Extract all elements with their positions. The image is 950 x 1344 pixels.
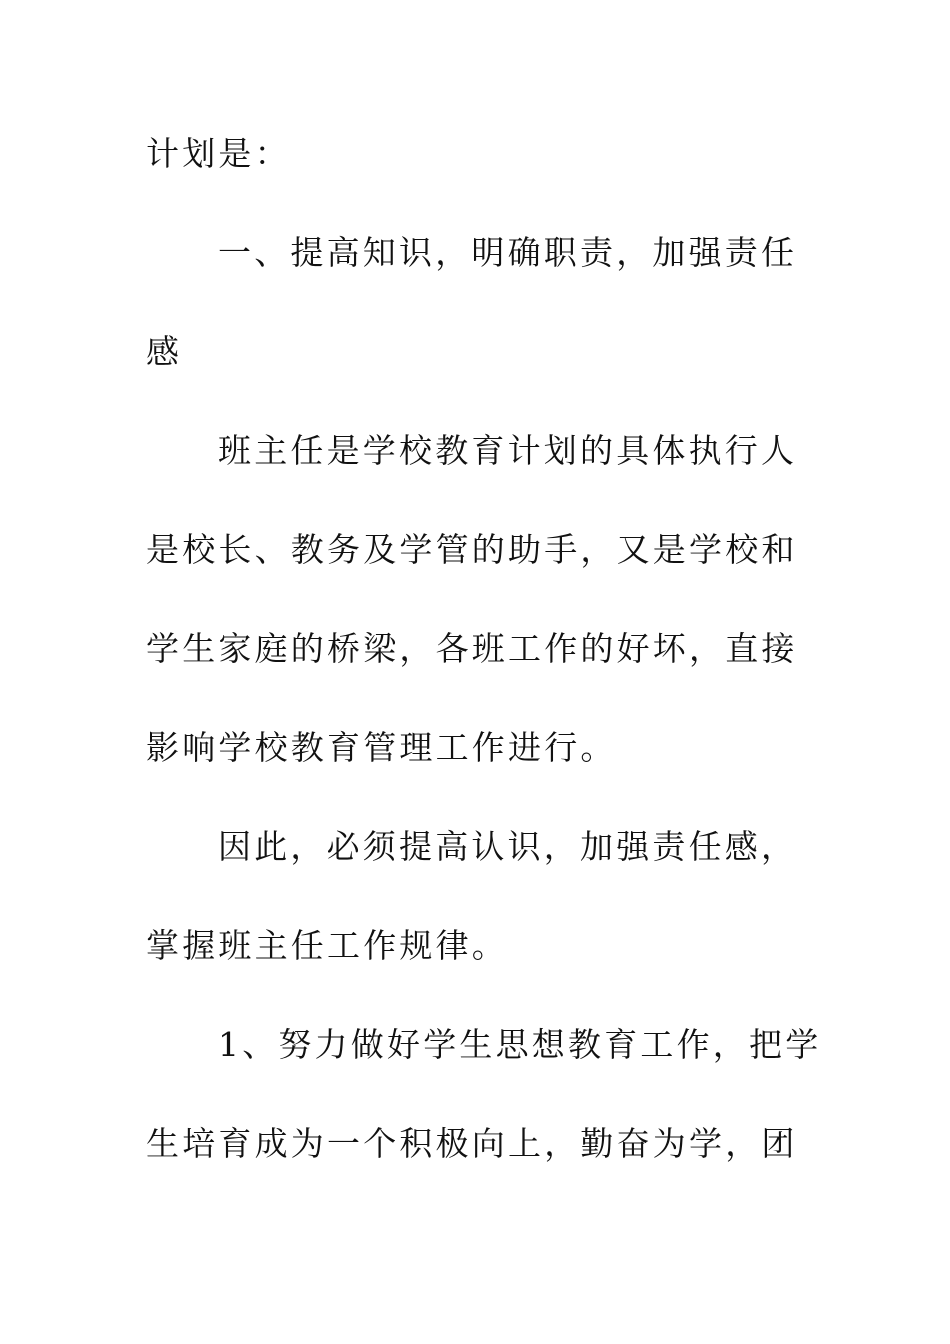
list-item-line: 1、努力做好学生思想教育工作，把学 <box>218 1025 822 1064</box>
section-heading: 一、提高知识，明确职责，加强责任 <box>218 233 798 272</box>
paragraph-line: 因此，必须提高认识，加强责任感， <box>218 827 798 866</box>
paragraph-line: 学生家庭的桥梁，各班工作的好坏，直接 <box>146 629 798 668</box>
paragraph-line: 班主任是学校教育计划的具体执行人 <box>218 431 798 470</box>
text-line: 计划是： <box>146 134 291 173</box>
section-heading-continuation: 感 <box>146 332 183 371</box>
paragraph-line: 影响学校教育管理工作进行。 <box>146 728 617 767</box>
list-item-line: 生培育成为一个积极向上，勤奋为学，团 <box>146 1124 798 1163</box>
paragraph-line: 是校长、教务及学管的助手，又是学校和 <box>146 530 798 569</box>
paragraph-line: 掌握班主任工作规律。 <box>146 926 508 965</box>
